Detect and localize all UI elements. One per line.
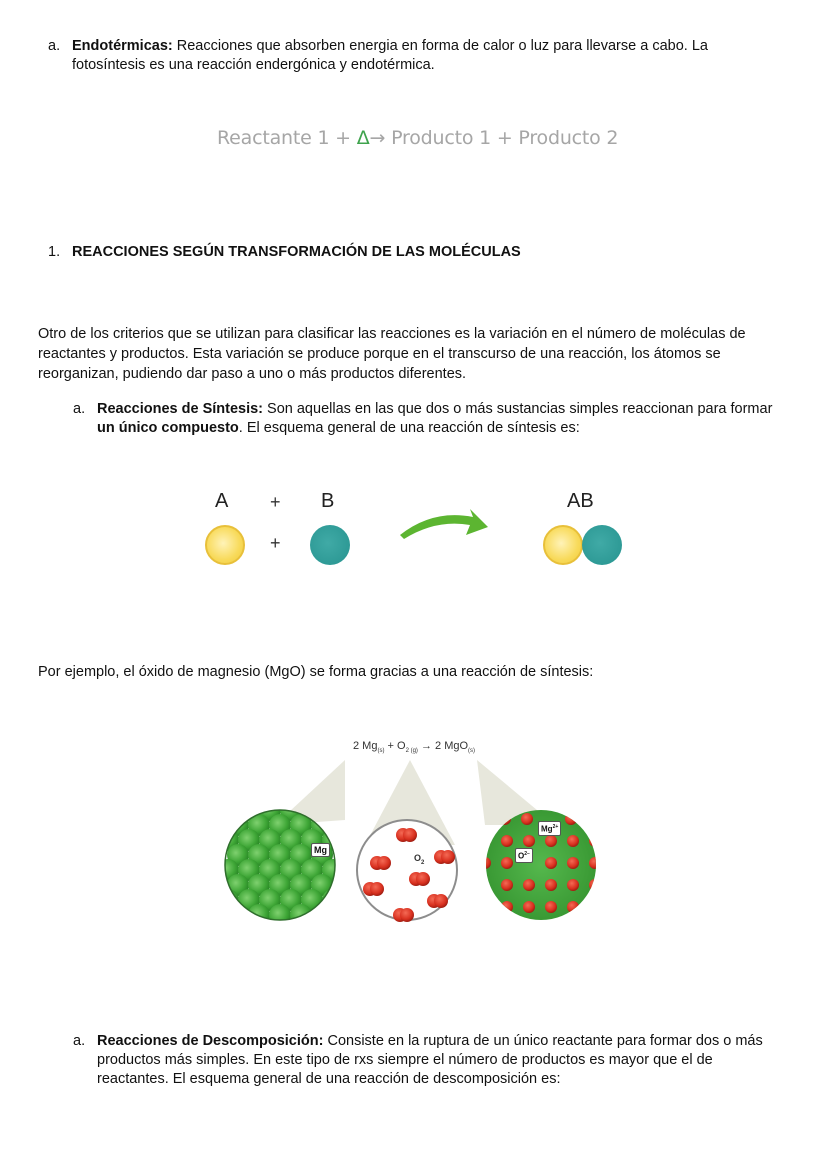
label-ab: AB — [567, 490, 594, 512]
term-synthesis: Reacciones de Síntesis: — [97, 401, 264, 417]
label-mg2-sup: 2+ — [552, 824, 559, 830]
atom-ab-b-circle — [582, 525, 622, 565]
list-marker: a. — [73, 401, 86, 417]
term-endothermic: Endotérmicas: — [72, 38, 173, 54]
curved-arrow-icon — [398, 505, 490, 541]
endothermic-equation — [217, 127, 618, 149]
eq-sub-s2: (s) — [468, 748, 476, 755]
list-marker: a. — [73, 1033, 86, 1049]
label-o2-sub: 2 — [421, 859, 425, 866]
synthesis-diagram — [0, 480, 828, 580]
heading-title: REACCIONES SEGÚN TRANSFORMACIÓN DE LAS MOLÉCULAS — [72, 244, 521, 260]
eq-product: → 2 MgO — [417, 740, 469, 752]
mg-metal-lattice — [223, 805, 338, 925]
synthesis-text-1: Son aquellas en las que dos o más sustancias simples reaccionan para formar — [263, 401, 773, 417]
section-heading — [48, 244, 748, 260]
heading-number: 1. — [48, 244, 61, 260]
decomposition-item — [73, 1032, 788, 1089]
equation-products: Producto 1 + Producto 2 — [385, 127, 619, 149]
mgo-equation — [353, 740, 475, 754]
label-a: A — [215, 490, 229, 512]
term-decomposition: Reacciones de Descomposición: — [97, 1033, 324, 1049]
label-o2-base: O — [414, 853, 422, 863]
o2-gas-circle — [355, 815, 460, 925]
list-marker: a. — [48, 38, 61, 54]
circle-plus: + — [270, 533, 281, 553]
synthesis-emphasis: un único compuesto — [97, 420, 239, 436]
label-mg2-base: Mg — [541, 824, 553, 834]
label-o2 — [414, 853, 424, 866]
label-o2minus — [515, 848, 533, 863]
label-o2minus-base: O — [518, 851, 525, 861]
decomposition-text: Consiste en la ruptura de un único reactante para formar dos o más productos más simples. En este tipo de rxs siempre el número de productos es mayor que el de reactantes. El esquema general de una reacción de descomposición es: — [97, 1033, 763, 1087]
label-mg: Mg — [311, 843, 330, 857]
eq-mg: 2 Mg — [353, 740, 378, 752]
label-o2minus-sup: 2− — [524, 851, 530, 857]
endothermic-item — [48, 37, 768, 75]
mgo-diagram — [215, 735, 615, 945]
reaction-arrow: → — [369, 127, 386, 149]
synthesis-item — [73, 400, 773, 438]
label-mg2plus — [538, 821, 561, 836]
atom-b-circle — [310, 525, 350, 565]
eq-sub-s: (s) — [377, 748, 385, 755]
atom-ab-a-circle — [543, 525, 583, 565]
equation-reactant: Reactante 1 + — [217, 127, 357, 149]
synthesis-text-2: . El esquema general de una reacción de síntesis es: — [238, 420, 580, 436]
delta-symbol: Δ — [356, 127, 370, 149]
eq-sub-g: 2 (g) — [405, 748, 418, 755]
label-plus: + — [270, 492, 281, 512]
endothermic-text: Reacciones que absorben energia en forma de calor o luz para llevarse a cabo. La fotosíntesis es una reacción endergónica y endotérmica. — [72, 38, 708, 73]
atom-a-circle — [205, 525, 245, 565]
intro-paragraph: Otro de los criterios que se utilizan para clasificar las reacciones es la variación en el número de moléculas de reactantes y productos. Esta variación se produce porque en el transcurso de una reacción, los átomos se reorganizan, pudiendo dar paso a uno o más productos diferentes. — [38, 326, 746, 382]
example-text: Por ejemplo, el óxido de magnesio (MgO) se forma gracias a una reacción de síntesis: — [38, 664, 594, 680]
eq-o: + O — [384, 740, 406, 752]
label-b: B — [321, 490, 335, 512]
